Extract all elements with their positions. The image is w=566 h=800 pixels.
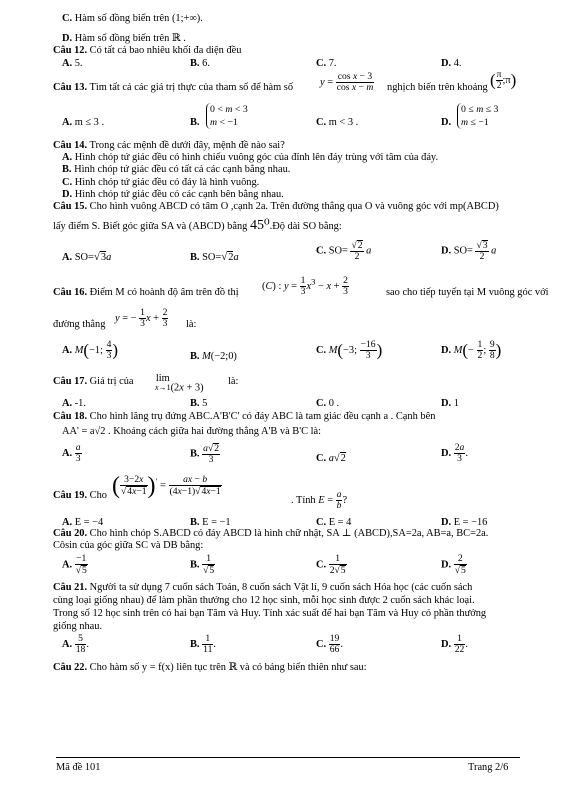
- q19-derivative: ( $\frac{3-2x}{√4x-1}$ )′ = $\frac{ax - b}{(4x-1)√4x-1}$: [112, 473, 221, 499]
- q19-stem: Câu 19. Cho: [53, 490, 107, 501]
- q16-option-c: C. M(−3; $\frac{-16}{3}$ ): [316, 339, 383, 362]
- q21-stem: Câu 21. Người ta sử dụng 7 cuốn sách Toán, 8 cuốn sách Vật lí, 9 cuốn sách Hóa học (các cuốn sách: [53, 582, 473, 593]
- q18-option-c: C. a√2: [316, 453, 346, 464]
- q15-angle: 45⁰: [249, 218, 270, 233]
- q13-option-d-system: 0 ≤ m ≤ 3 m ≤ −1: [457, 103, 498, 129]
- q19-compute-text: . Tính: [291, 494, 316, 506]
- q15-stem-text: lấy điểm S. Biết góc giữa SA và (ABCD) bằng: [53, 221, 248, 232]
- q20-option-d: D. $\frac{2}{√5}$: [441, 553, 466, 577]
- footer-rule: [56, 757, 520, 758]
- page-number: Trang 2/6: [468, 762, 509, 773]
- q21-option-d: D. $\frac{1}{22}$ .: [441, 633, 468, 656]
- q13-stem: Câu 13. Tìm tất cả các giá trị thực của tham số để hàm số: [53, 82, 294, 93]
- q15-stem-end: .Độ dài SO bằng:: [269, 221, 342, 232]
- q16-stem: Câu 16. Điểm M có hoành độ âm trên đồ thị: [53, 287, 239, 298]
- q20-stem: Câu 20. Cho hình chóp S.ABCD có đáy ABCD là hình chữ nhật, SA ⊥ (ABCD),SA=2a, AB=a, BC=2a.: [53, 528, 489, 539]
- q13-interval: ( $\frac{\pi}{2}$ ;π): [490, 69, 517, 92]
- q19-compute: . Tính E = $\frac{a}{b}$ ?: [291, 489, 348, 512]
- q18-option-a: A. $\frac{a}{3}$: [62, 442, 81, 465]
- q21-option-a: A. $\frac{5}{18}$ .: [62, 633, 89, 656]
- q13-interval-label: nghịch biến trên khoảng: [387, 82, 488, 93]
- q21-stem-2: cùng loại giống nhau) để làm phần thưởng cho 12 học sinh, mỗi học sinh được 2 cuốn sách khác loại.: [53, 595, 475, 606]
- q14-option-d: D. Hình chóp tứ giác đều có các cạnh bên bằng nhau.: [62, 189, 284, 200]
- q14-stem: Câu 14. Trong các mệnh đề dưới đây, mệnh đề nào sai?: [53, 140, 285, 151]
- q16-option-d: D. M(− $\frac{1}{2}$ ; $\frac{9}{8}$ ): [441, 339, 502, 362]
- q13-option-d-label: D.: [441, 117, 452, 128]
- q15-option-d: D. SO= $\frac{√3}{2}$ a: [441, 240, 497, 263]
- q18-option-b: B. $\frac{a√2}{3}$: [190, 443, 219, 466]
- q12-option-c: C. 7.: [316, 58, 337, 69]
- q21-option-b: B. $\frac{1}{11}$ .: [190, 633, 216, 656]
- q17-stem-end: là:: [228, 376, 239, 387]
- q12-option-a: A. 5.: [62, 58, 83, 69]
- exam-code: Mã đề 101: [56, 762, 101, 773]
- q13-option-b-system: 0 < m < 3 m < −1: [206, 103, 248, 129]
- q16-line-label: đường thẳng: [53, 319, 106, 330]
- q20-stem-2: Côsin của góc giữa SC và DB bằng:: [53, 540, 204, 551]
- q16-curve-formula: (C) : y = $\frac{1}{3}$ $x^3 - x$ + $\frac{2}{3}$: [262, 275, 348, 298]
- q18-option-d: D. $\frac{2a}{3}$ .: [441, 442, 468, 465]
- q14-option-b: B. Hình chóp tứ giác đều có tất cả các cạnh bằng nhau.: [62, 164, 291, 175]
- q15-stem-2: [53, 218, 342, 235]
- q15-option-c: C. SO= $\frac{√2}{2}$ a: [316, 240, 372, 263]
- q13-function-formula: y = $\frac{\text{cos x − 3}}{\text{cos x − m}}$: [320, 71, 374, 94]
- q19-option-d: D. E = −16: [441, 517, 488, 528]
- q17-limit: lim x→1(2x + 3): [155, 373, 204, 394]
- q15-stem: Câu 15. Cho hình vuông ABCD có tâm O ,cạnh 2a. Trên đường thẳng qua O và vuông góc với mp(ABCD): [53, 201, 499, 212]
- q16-stem-2: sao cho tiếp tuyến tại M vuông góc với: [386, 287, 549, 298]
- q19-option-a: A. E = −4: [62, 517, 104, 528]
- q11-option-c: C. Hàm số đồng biến trên (1;+∞).: [62, 13, 203, 24]
- q12-option-b: B. 6.: [190, 58, 210, 69]
- q17-option-a: A. -1.: [62, 398, 86, 409]
- q12-option-d: D. 4.: [441, 58, 462, 69]
- q22-stem: Câu 22. Cho hàm số y = f(x) liên tục trên ℝ và có bảng biến thiên như sau:: [53, 662, 367, 673]
- q13-option-a: A. m ≤ 3 .: [62, 117, 105, 128]
- q20-option-c: C. $\frac{1}{2√5}$: [316, 553, 346, 577]
- q15-option-a: A. SO=√3a: [62, 251, 112, 263]
- q20-option-b: B. $\frac{1}{√5}$: [190, 553, 215, 577]
- q19-option-c: C. E = 4: [316, 517, 352, 528]
- q16-line-formula: y = − $\frac{1}{3}$ x + $\frac{2}{3}$: [115, 307, 168, 330]
- q18-stem: Câu 18. Cho hình lăng trụ đứng ABC.A'B'C' có đáy ABC là tam giác đều cạnh a . Cạnh bên: [53, 411, 436, 422]
- q21-option-c: C. $\frac{19}{66}$ .: [316, 633, 343, 656]
- q14-option-c: C. Hình chóp tứ giác đều có đáy là hình vuông.: [62, 177, 260, 188]
- q17-option-b: B. 5: [190, 398, 208, 409]
- q17-option-c: C. 0 .: [316, 398, 340, 409]
- q17-option-d: D. 1: [441, 398, 459, 409]
- q15-option-b: B. SO=√2a: [190, 251, 239, 263]
- q11-option-d: D. Hàm số đồng biến trên ℝ .: [62, 33, 186, 44]
- q21-stem-4: giống nhau.: [53, 621, 103, 632]
- q19-option-b: B. E = −1: [190, 517, 231, 528]
- q18-stem-2: AA' = a√2 . Khoảng cách giữa hai đường thẳng A'B và B'C là:: [62, 426, 322, 437]
- q16-option-b: B. M(−2;0): [190, 351, 237, 362]
- q12-stem: Câu 12. Có tất cả bao nhiêu khối đa diện đều: [53, 45, 242, 56]
- q13-option-c: C. m < 3 .: [316, 117, 359, 128]
- q20-option-a: A. $\frac{-1}{√5}$: [62, 553, 87, 577]
- q21-stem-3: Trong số 12 học sinh trên có hai bạn Tâm và Huy. Tính xác suất để hai bạn Tâm và Huy có phần thưởng: [53, 608, 487, 619]
- q13-option-b-label: B.: [190, 117, 200, 128]
- q17-stem: Câu 17. Giá trị của: [53, 376, 134, 387]
- q16-stem-3: là:: [186, 319, 197, 330]
- q14-option-a: A. Hình chóp tứ giác đều có hình chiếu vuông góc của đỉnh lên đáy trùng với tâm của đáy.: [62, 152, 439, 163]
- q16-option-a: A. M(−1; $\frac{4}{3}$ ): [62, 339, 119, 362]
